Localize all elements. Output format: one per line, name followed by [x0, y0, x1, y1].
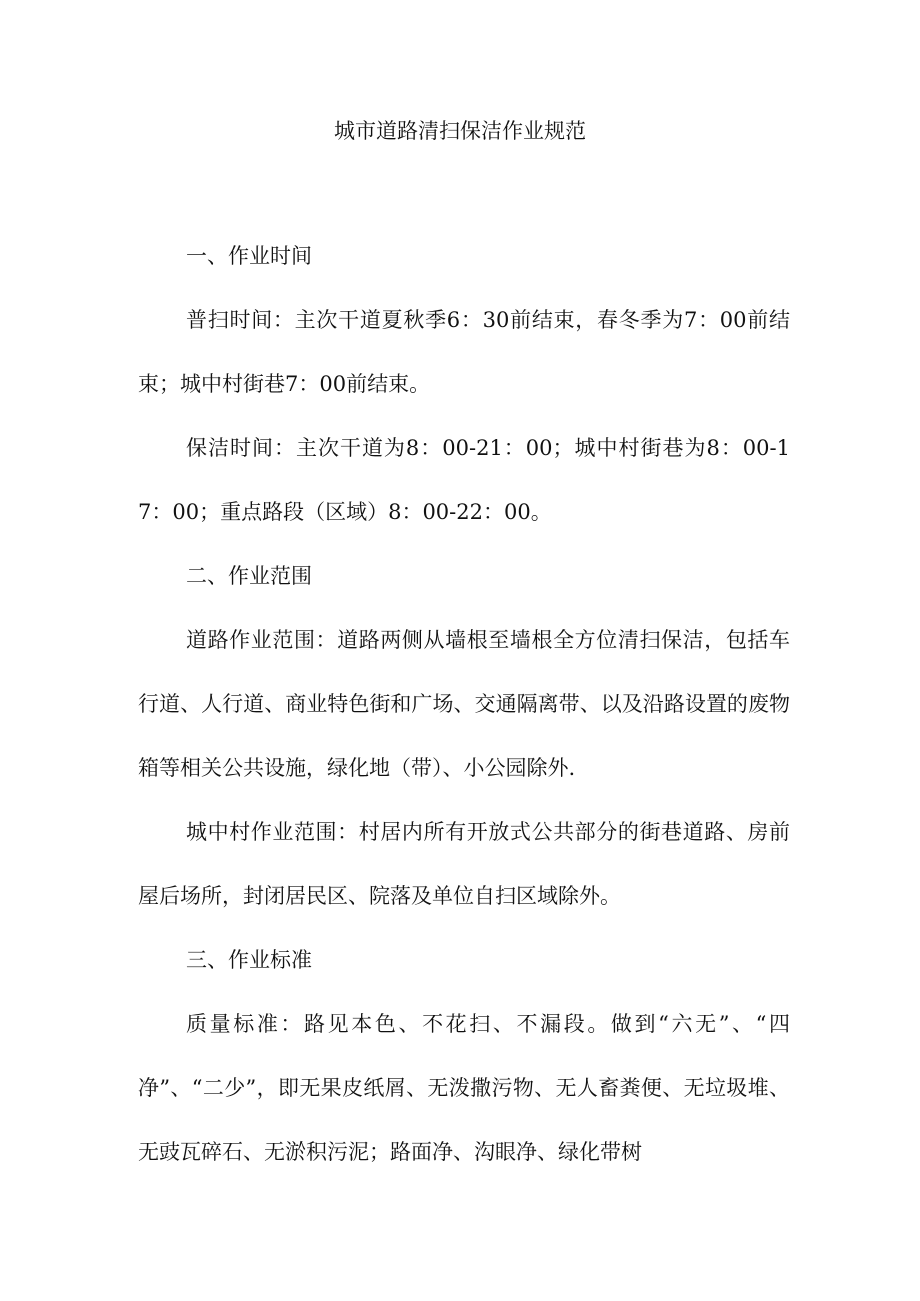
paragraph-road-scope: 道路作业范围：道路两侧从墙根至墙根全方位清扫保洁，包括车行道、人行道、商业特色街和广场、交通隔离带、以及沿路设置的废物箱等相关公共设施，绿化地（带）、小公园除外. — [138, 628, 790, 780]
paragraph-village-scope: 城中村作业范围：村居内所有开放式公共部分的街巷道路、房前屋后场所，封闭居民区、院落及单位自扫区域除外。 — [138, 820, 790, 908]
section-heading-time: 一、作业时间 — [186, 244, 312, 268]
section-heading-standard: 三、作业标准 — [186, 948, 312, 972]
document-title: 城市道路清扫保洁作业规范 — [334, 119, 586, 143]
paragraph-cleaning-time: 保洁时间：主次干道为8：00-21：00；城中村街巷为8：00-17：00；重点路段（区域）8：00-22：00。 — [138, 436, 790, 524]
paragraph-quality-standard: 质量标准：路见本色、不花扫、不漏段。做到“六无”、“四净”、“二少”，即无果皮纸屑、无泼撒污物、无人畜粪便、无垃圾堆、无豉瓦碎石、无淤积污泥；路面净、沟眼净、绿化带树 — [138, 1012, 790, 1164]
document-body — [138, 224, 790, 1184]
section-heading-scope: 二、作业范围 — [186, 564, 312, 588]
paragraph-sweep-time: 普扫时间：主次干道夏秋季6：30前结束，春冬季为7：00前结束；城中村街巷7：00前结束。 — [138, 308, 790, 396]
